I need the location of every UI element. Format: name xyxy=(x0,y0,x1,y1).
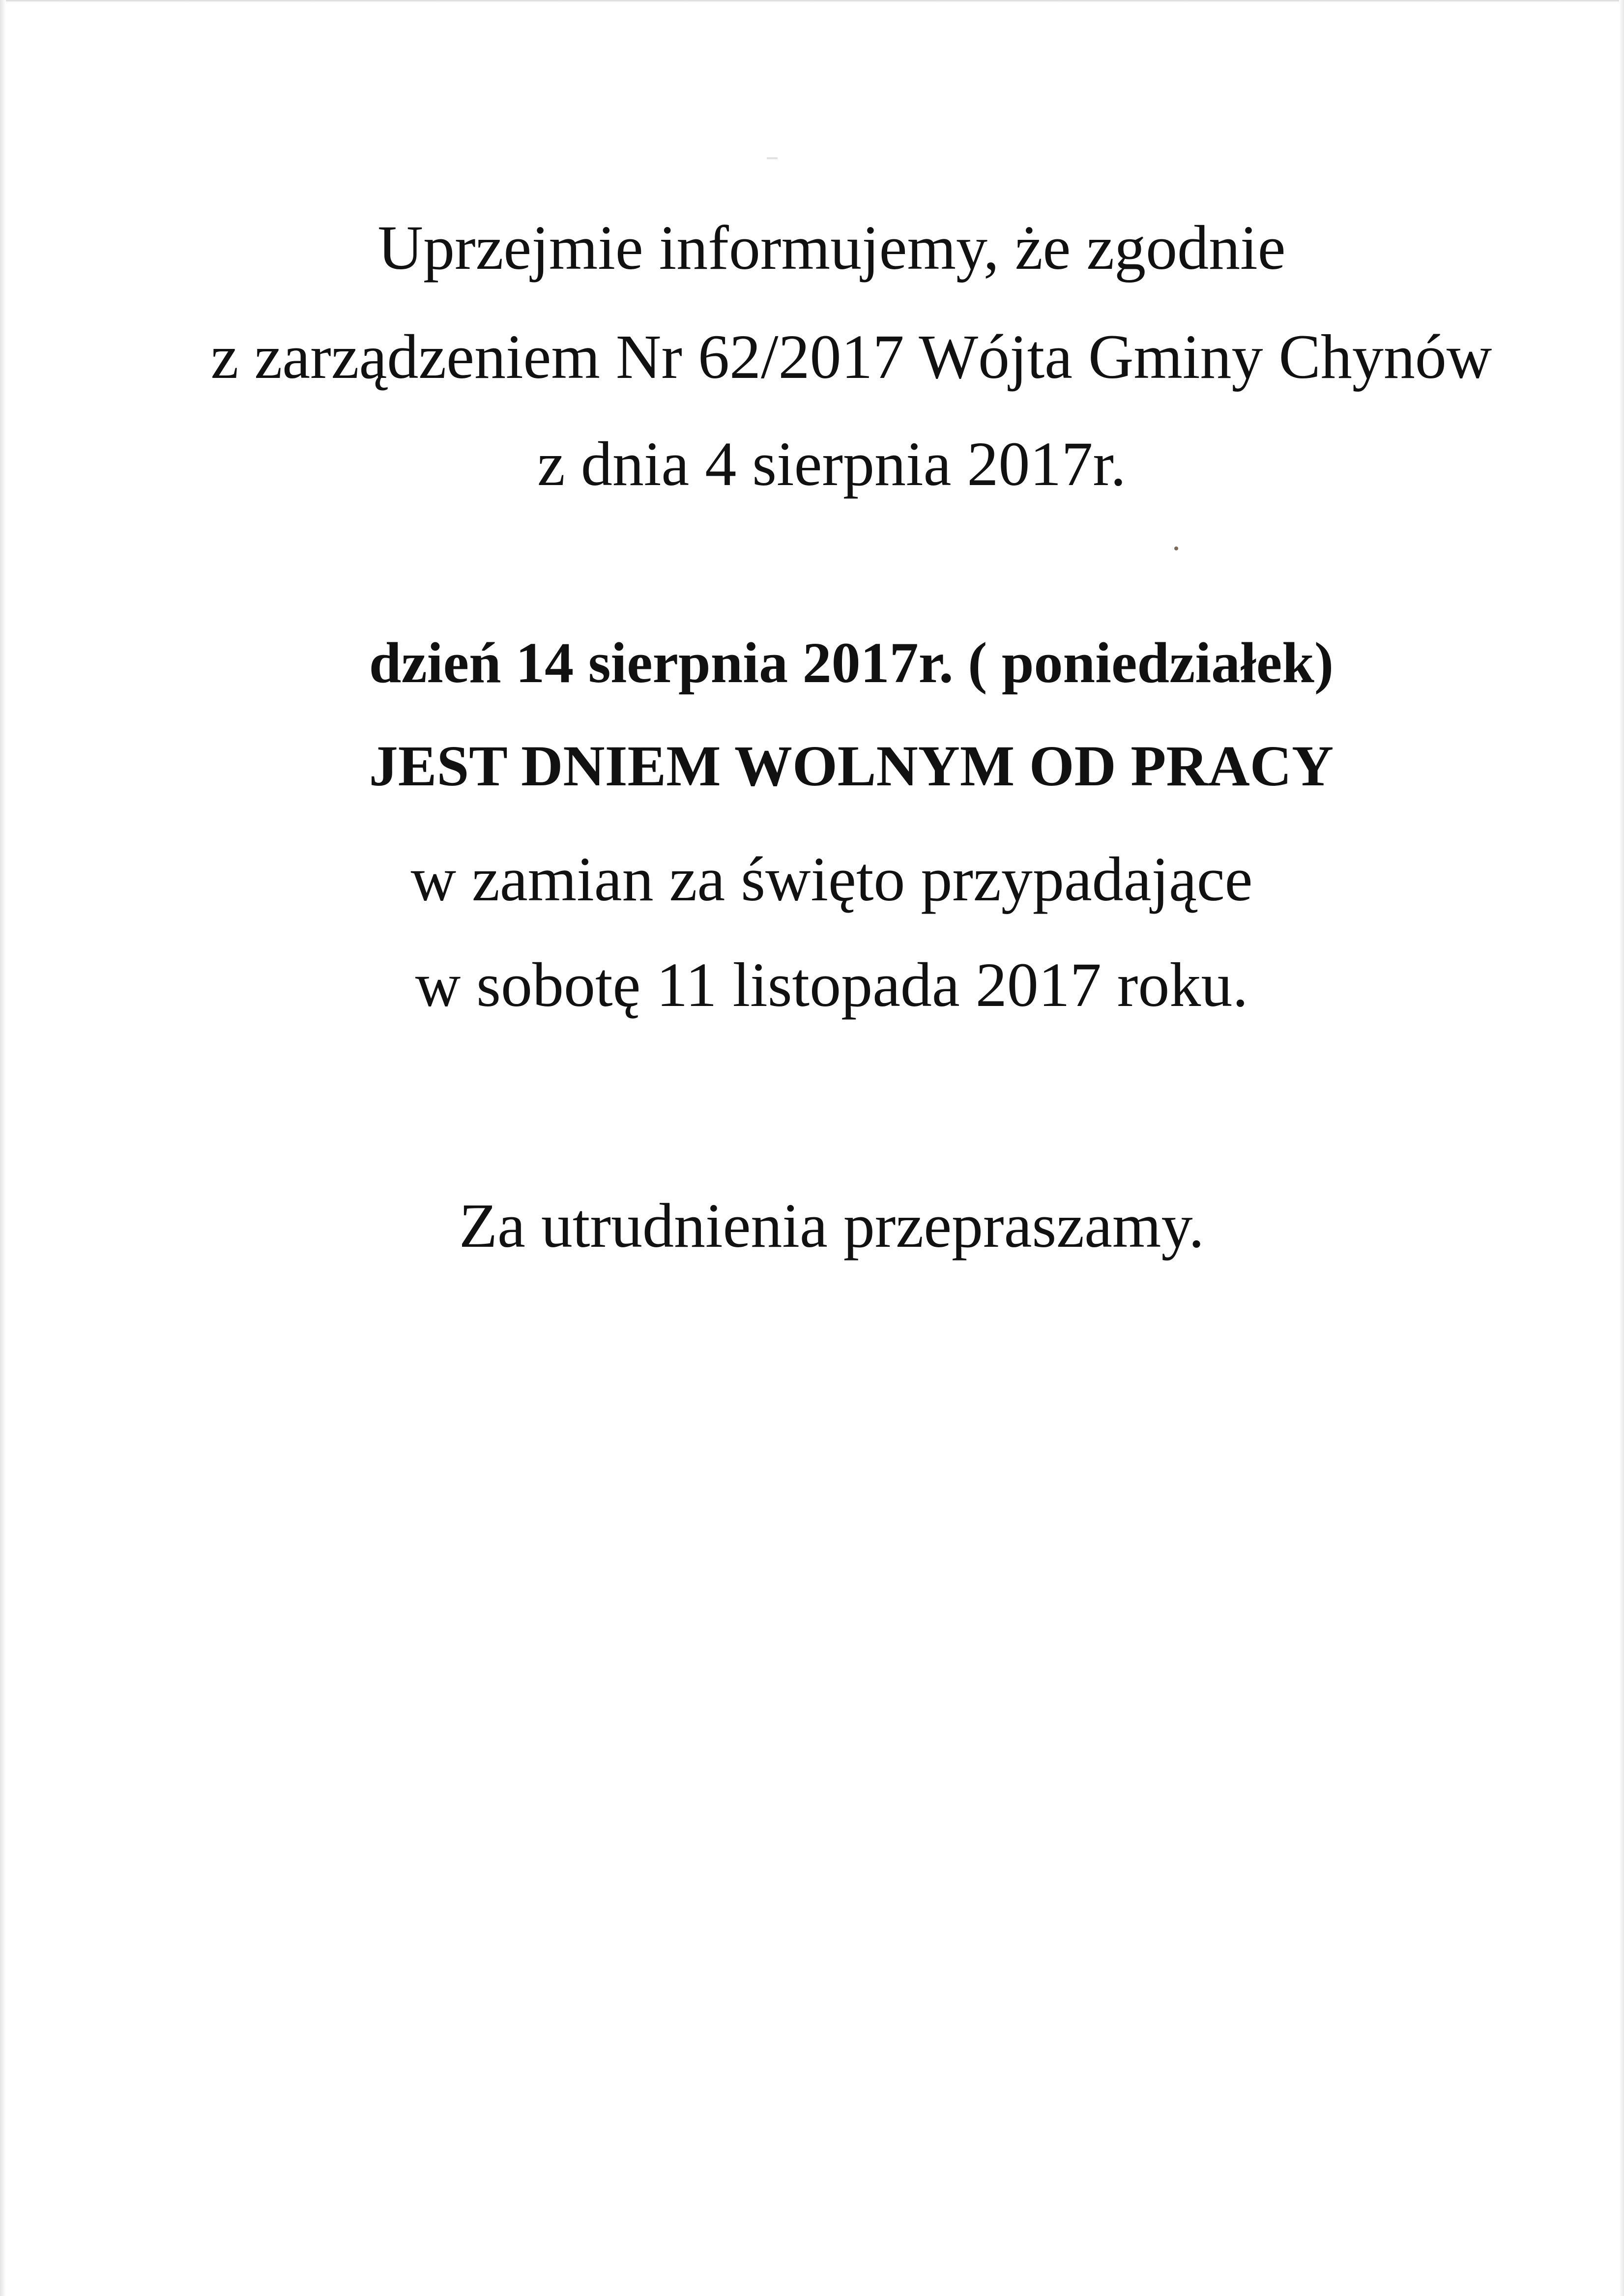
scan-speck xyxy=(1174,546,1178,550)
highlight-day-off-line: JEST DNIEM WOLNYM OD PRACY xyxy=(369,734,1334,798)
reason-line-2: w sobotę 11 listopada 2017 roku. xyxy=(415,950,1248,1020)
apology-line: Za utrudnienia przepraszamy. xyxy=(459,1191,1205,1261)
highlight-date-line: dzień 14 sierpnia 2017r. ( poniedziałek) xyxy=(369,631,1334,695)
scan-mark xyxy=(767,157,778,159)
intro-line-1: Uprzejmie informujemy, że zgodnie xyxy=(377,213,1286,283)
intro-line-3: z dnia 4 sierpnia 2017r. xyxy=(537,429,1126,499)
intro-line-2: z zarządzeniem Nr 62/2017 Wójta Gminy Chynów xyxy=(210,322,1492,392)
scan-edge-left xyxy=(0,0,6,2296)
reason-line-1: w zamian za święto przypadające xyxy=(410,844,1253,914)
scan-edge-top xyxy=(0,0,1624,2)
